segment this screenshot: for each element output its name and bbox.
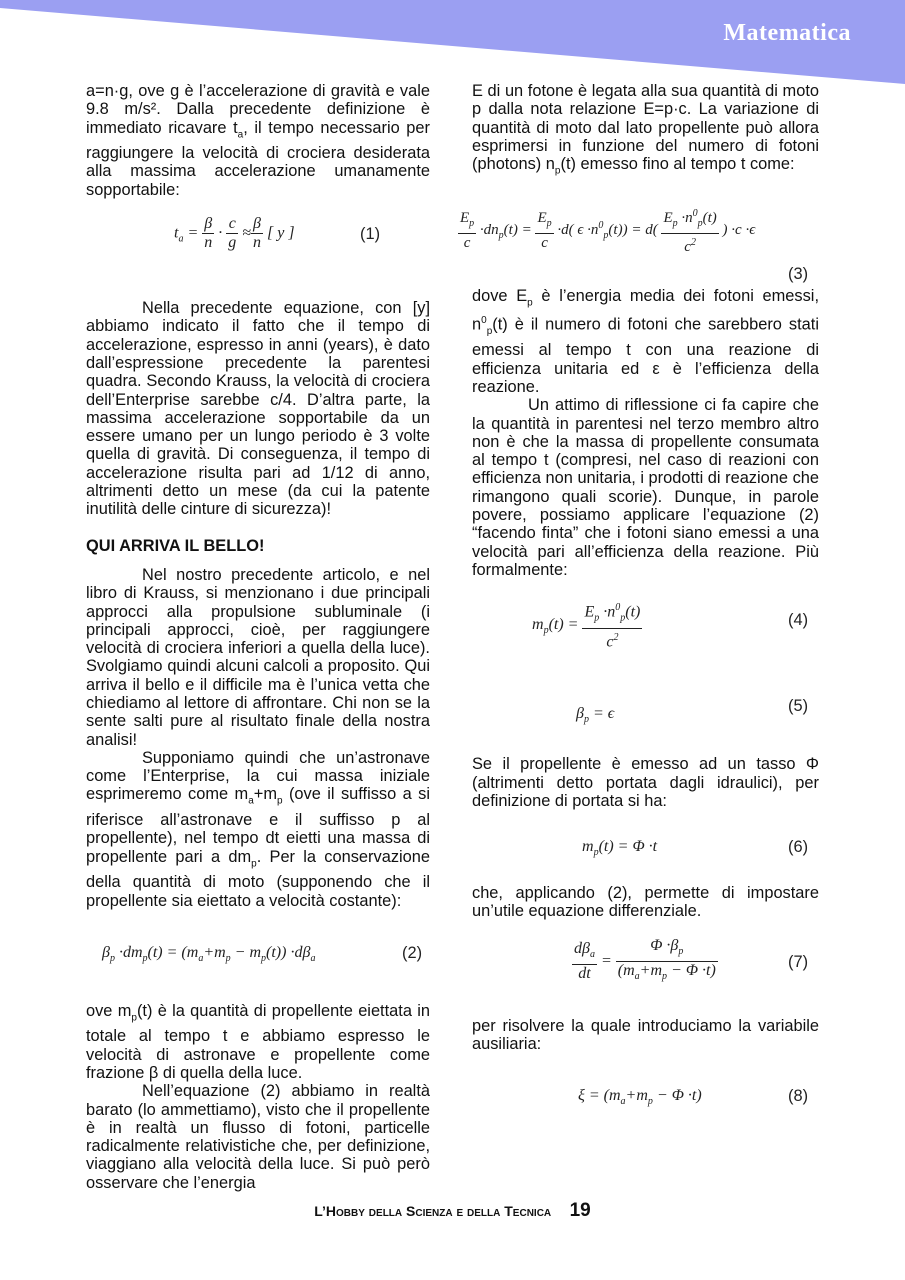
equation-1: $t_a$ = $\frac{\beta}{n}$ · $\frac{c}{g}$ ≈ $\frac{\beta}{n}$ [ y ] (1) [174, 215, 381, 252]
left-column [86, 82, 430, 1192]
paragraph [86, 1002, 430, 1082]
text: Supponiamo quindi che un’astronave come l’Enterprise, la cui massa iniziale esprimeremo come m [86, 748, 430, 804]
subscript: p [554, 165, 561, 177]
text: E di un fotone è legata alla sua quantità di moto p dalla nota relazione E=p·c. La variazione di quantità di moto dal lato propellente può allora esprimersi in funzione del numero di fotoni (photons) n [472, 82, 819, 174]
equation-6: $m_p(t) = \Phi \cdot t$ (6) [582, 838, 809, 859]
subscript: p [486, 326, 493, 338]
equation-number: (2) [402, 943, 423, 962]
text: . Per la conservazione della quantità di moto (supponendo che il propellente sia eiettato a velocità costante): [86, 847, 430, 910]
paragraph: Se il propellente è emesso ad un tasso Φ (altrimenti detto portata dagli idraulici), per definizione di portata si ha: [472, 755, 819, 810]
text: dove E [472, 286, 528, 305]
superscript: 0 [481, 315, 487, 327]
equation-number: (3) [788, 264, 809, 283]
text: +m [253, 785, 277, 804]
right-column [460, 82, 820, 1123]
magazine-title: L’Hobby della Scienza e della Tecnica [314, 1203, 552, 1219]
paragraph: che, applicando (2), permette di impostare un’utile equazione differenziale. [472, 884, 819, 921]
paragraph [472, 82, 819, 181]
subscript: p [131, 1012, 137, 1024]
paragraph [86, 749, 430, 910]
paragraph: Nell’equazione (2) abbiamo in realtà barato (lo ammettiamo), visto che il propellente è in realtà un flusso di fotoni, particelle radicalmente relativistiche che, per definizione, viaggiano alla velocità della luce. Si può però osservare che l’energia [86, 1082, 430, 1192]
equation-number: (6) [788, 838, 809, 857]
page-number: 19 [569, 1200, 591, 1221]
subscript: p [527, 297, 533, 309]
text: (t) è la quantità di propellente eiettata in totale al tempo t e abbiamo espresso le velocità di astronave e propellente come frazione β di quella della luce. [86, 1001, 430, 1082]
equation-3: $\frac{E_p}{c}$ $\cdot dn_p(t)$ = $\frac{E_p}{c}$ ·d( $\epsilon \cdot n^0_p(t)) = d$( $\frac{E_p \cdot n^0_p(t)}{c^2}$ ) ·c ·ϵ (3) [472, 181, 819, 287]
equation-number: (7) [788, 952, 809, 971]
text: (ove il suffisso a si riferisce all’astronave e il suffisso p al propellente), nel tempo dt eietti una massa di propellente pari a dm [86, 785, 430, 866]
equation-number: (8) [788, 1087, 809, 1106]
section-title: Matematica [723, 20, 851, 46]
section-heading: QUI ARRIVA IL BELLO! [86, 536, 265, 555]
text: a=n·g, ove g è l’accelerazione di gravità e vale 9.8 m/s². Dalla precedente definizione è immediato ricavare t [86, 82, 430, 137]
equation-number: (5) [788, 697, 809, 716]
paragraph: Un attimo di riflessione ci fa capire che la quantità in parentesi nel terzo membro altro non è che la massa di propellente consumata al tempo t (compresi, nel caso di reazioni con efficienza non unitaria, i prodotti di reazione che rimangono quali scorie). Dunque, in parole povere, possiamo applicare l’equazione (2) “facendo finta” che i fotoni siano emessi a una velocità pari all’efficienza della reazione. Più formalmente: [472, 396, 819, 579]
equation-5: $\beta_p = \epsilon$ (5) [576, 697, 809, 726]
subscript: a [248, 795, 254, 807]
page-footer [0, 1200, 905, 1222]
paragraph: Nella precedente equazione, con [y] abbiamo indicato il fatto che il tempo di accelerazione, espresso in anni (years), è dato dall’espressione precedente la parentesi quadra. Secondo Krauss, la velocità di crociera dell’Enterprise sarebbe c/4. D’altra parte, la massima accelerazione sopportabile da un essere umano per un lungo periodo è 3 volte quella di gravità. Di conseguenza, il tempo di accelerazione risulta pari ad 1/12 di anno, altrimenti detto un mese (da cui la patente inutilità delle cinture di sicurezza)! [86, 299, 430, 519]
paragraph [86, 82, 430, 199]
text: è l’energia media dei fotoni emessi, n [472, 286, 820, 334]
text: (t) emesso fino al tempo t come: [560, 155, 795, 174]
paragraph: per risolvere la quale introduciamo la variabile ausiliaria: [472, 1016, 819, 1054]
paragraph: Nel nostro precedente articolo, e nel libro di Krauss, si menzionano i due principali approcci alla propulsione subluminale (i principali approcci, cioè, per raggiungere velocità di crociera inferiori a quella della luce). Svolgiamo quindi alcuni calcoli a proposito. Qui arriva il bello e il difficile ma è l’unica vetta che chiediamo al lettore di affrontare. Chi non se la sente salti pure al risultato finale della nostra analisi! [86, 565, 430, 749]
text: , il tempo necessario per raggiungere la velocità di crociera desiderata alla massima accelerazione umanamente sopportabile: [86, 118, 430, 199]
equation-7: $\frac{d\beta_a}{dt}$ = $\frac{\Phi \cdot\beta_p}{(m_a+m_p - \Phi \cdot t)}$ (7) [574, 936, 809, 983]
subscript: a [237, 128, 244, 140]
paragraph [472, 287, 819, 397]
subscript: p [251, 857, 257, 869]
equation-2: $\beta_p \cdot dm_p(t) = (m_a+m_p - m_p(t)) \cdot d\beta_a$ (2) [102, 943, 423, 965]
text: (t) è il numero di fotoni che sarebbero stati emessi al tempo t con una reazione di efficienza unitaria ed ε è l’efficienza della reazione. [472, 315, 819, 396]
text: ove m [86, 1001, 132, 1020]
equation-4: $m_p(t)$ = $\frac{E_p \cdot n^0_p(t)}{c^2}$ (4) [472, 579, 819, 679]
equation-number: (1) [360, 225, 381, 244]
subscript: p [277, 795, 283, 807]
equation-8: $\xi = (m_a+m_p - \Phi \cdot t)$ (8) [578, 1087, 809, 1108]
equation-number: (4) [788, 611, 809, 630]
